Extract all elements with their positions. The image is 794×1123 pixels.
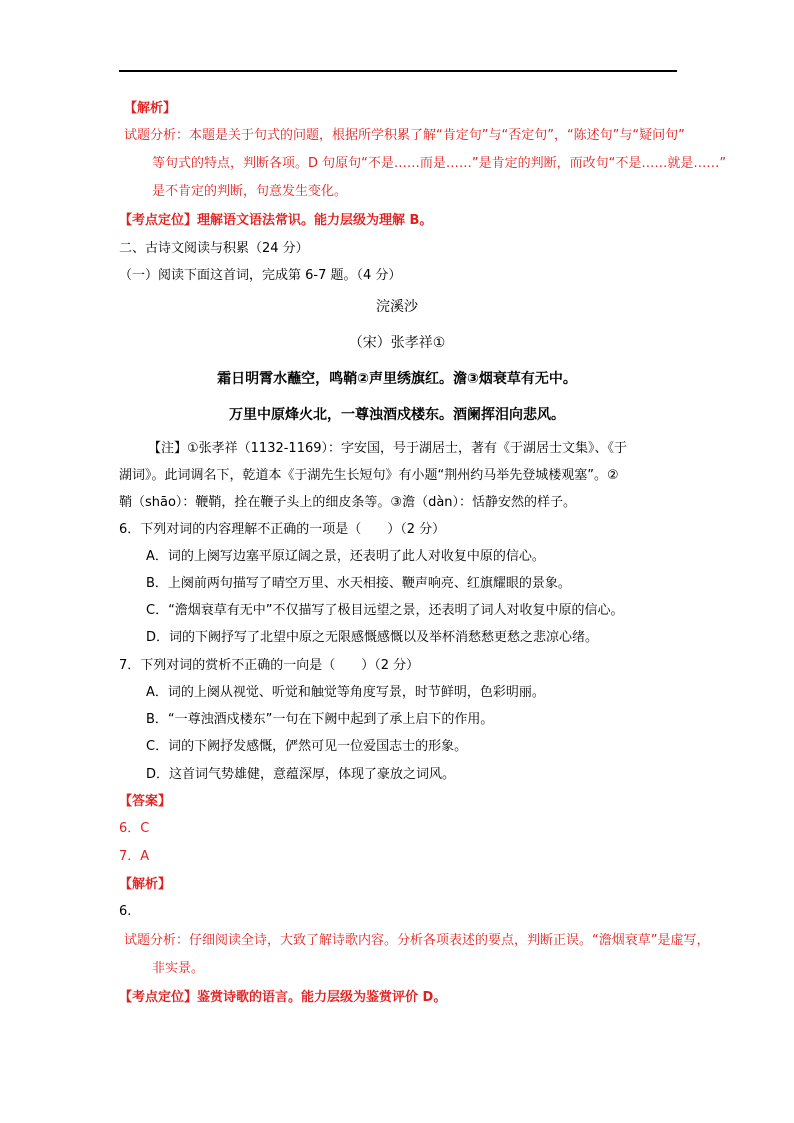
section-title: 二、古诗文阅读与积累（24 分） xyxy=(119,241,309,256)
question-6-option-b: B．上阕前两句描写了晴空万里、水天相接、鞭声响亮、红旗耀眼的景象。 xyxy=(146,576,571,591)
question-6-option-a: A．词的上阕写边塞平原辽阔之景，还表明了此人对收复中原的信心。 xyxy=(146,549,545,564)
question-6-option-c: C．“澹烟衰草有无中”不仅描写了极目远望之景，还表明了词人对收复中原的信心。 xyxy=(146,603,624,618)
analysis-text-line-1: 试题分析：本题是关于句式的问题，根据所学积累了解“肯定句”与“否定句”，“陈述句”与“疑问句” xyxy=(124,128,685,143)
note-line-2: 湖词》。此词调名下，乾道本《于湖先生长短句》有小题“荆州约马举先登城楼观塞”。② xyxy=(119,468,619,483)
analysis-2-label: 【解析】 xyxy=(119,877,172,892)
note-line-1: 【注】①张孝祥（1132-1169）：字安国，号于湖居士，著有《于湖居士文集》、《于 xyxy=(148,441,628,456)
analysis-2-text-line-2: 非实景。 xyxy=(152,961,205,976)
poem-author: （宋）张孝祥① xyxy=(348,335,446,351)
question-7-option-b: B．“一尊浊酒戍楼东”一句在下阙中起到了承上启下的作用。 xyxy=(146,712,494,727)
analysis-text-line-3: 是不肯定的判断，句意发生变化。 xyxy=(152,184,348,199)
answer-label: 【答案】 xyxy=(119,794,172,809)
analysis-label: 【解析】 xyxy=(124,101,177,116)
kaodian-line: 【考点定位】理解语文语法常识。能力层级为理解 B。 xyxy=(119,213,433,228)
answer-6: 6．C xyxy=(119,821,150,836)
header-rule xyxy=(119,70,677,72)
analysis-text-line-2: 等句式的特点，判断各项。D 句原句“不是……而是……”是肯定的判断，而改句“不是……就是……” xyxy=(152,156,727,171)
question-7-option-a: A．词的上阕从视觉、听觉和触觉等角度写景，时节鲜明，色彩明丽。 xyxy=(146,685,545,700)
answer-7: 7．A xyxy=(119,849,150,864)
kaodian-2-line: 【考点定位】鉴赏诗歌的语言。能力层级为鉴赏评价 D。 xyxy=(119,990,447,1005)
question-7-option-d: D．这首词气势雄健，意蕴深厚，体现了豪放之词风。 xyxy=(146,767,456,782)
poem-line-2: 万里中原烽火北，一尊浊酒戍楼东。酒阑挥泪向悲风。 xyxy=(229,407,565,423)
question-6-stem: 6．下列对词的内容理解不正确的一项是（ ）（2 分） xyxy=(119,522,446,537)
section-subtitle: （一）阅读下面这首词，完成第 6-7 题。（4 分） xyxy=(119,268,402,283)
analysis-2-text-line-1: 试题分析：仔细阅读全诗，大致了解诗歌内容。分析各项表述的要点，判断正误。“澹烟衰草”是虚写， xyxy=(124,933,710,948)
note-line-3: 鞘（shāo）：鞭鞘，拴在鞭子头上的细皮条等。③澹（dàn）：恬静安然的样子。 xyxy=(119,495,577,510)
question-7-option-c: C．词的下阙抒发感慨，俨然可见一位爱国志士的形象。 xyxy=(146,739,468,754)
poem-line-1: 霜日明霄水蘸空，鸣鞘②声里绣旗红。澹③烟衰草有无中。 xyxy=(217,371,577,387)
question-7-stem: 7．下列对词的赏析不正确的一向是（ ）（2 分） xyxy=(119,658,420,673)
analysis-2-number: 6. xyxy=(119,904,132,919)
question-6-option-d: D．词的下阙抒写了北望中原之无限感慨感慨以及举杯消愁愁更愁之悲凉心绪。 xyxy=(146,630,599,645)
poem-title: 浣溪沙 xyxy=(376,299,418,315)
